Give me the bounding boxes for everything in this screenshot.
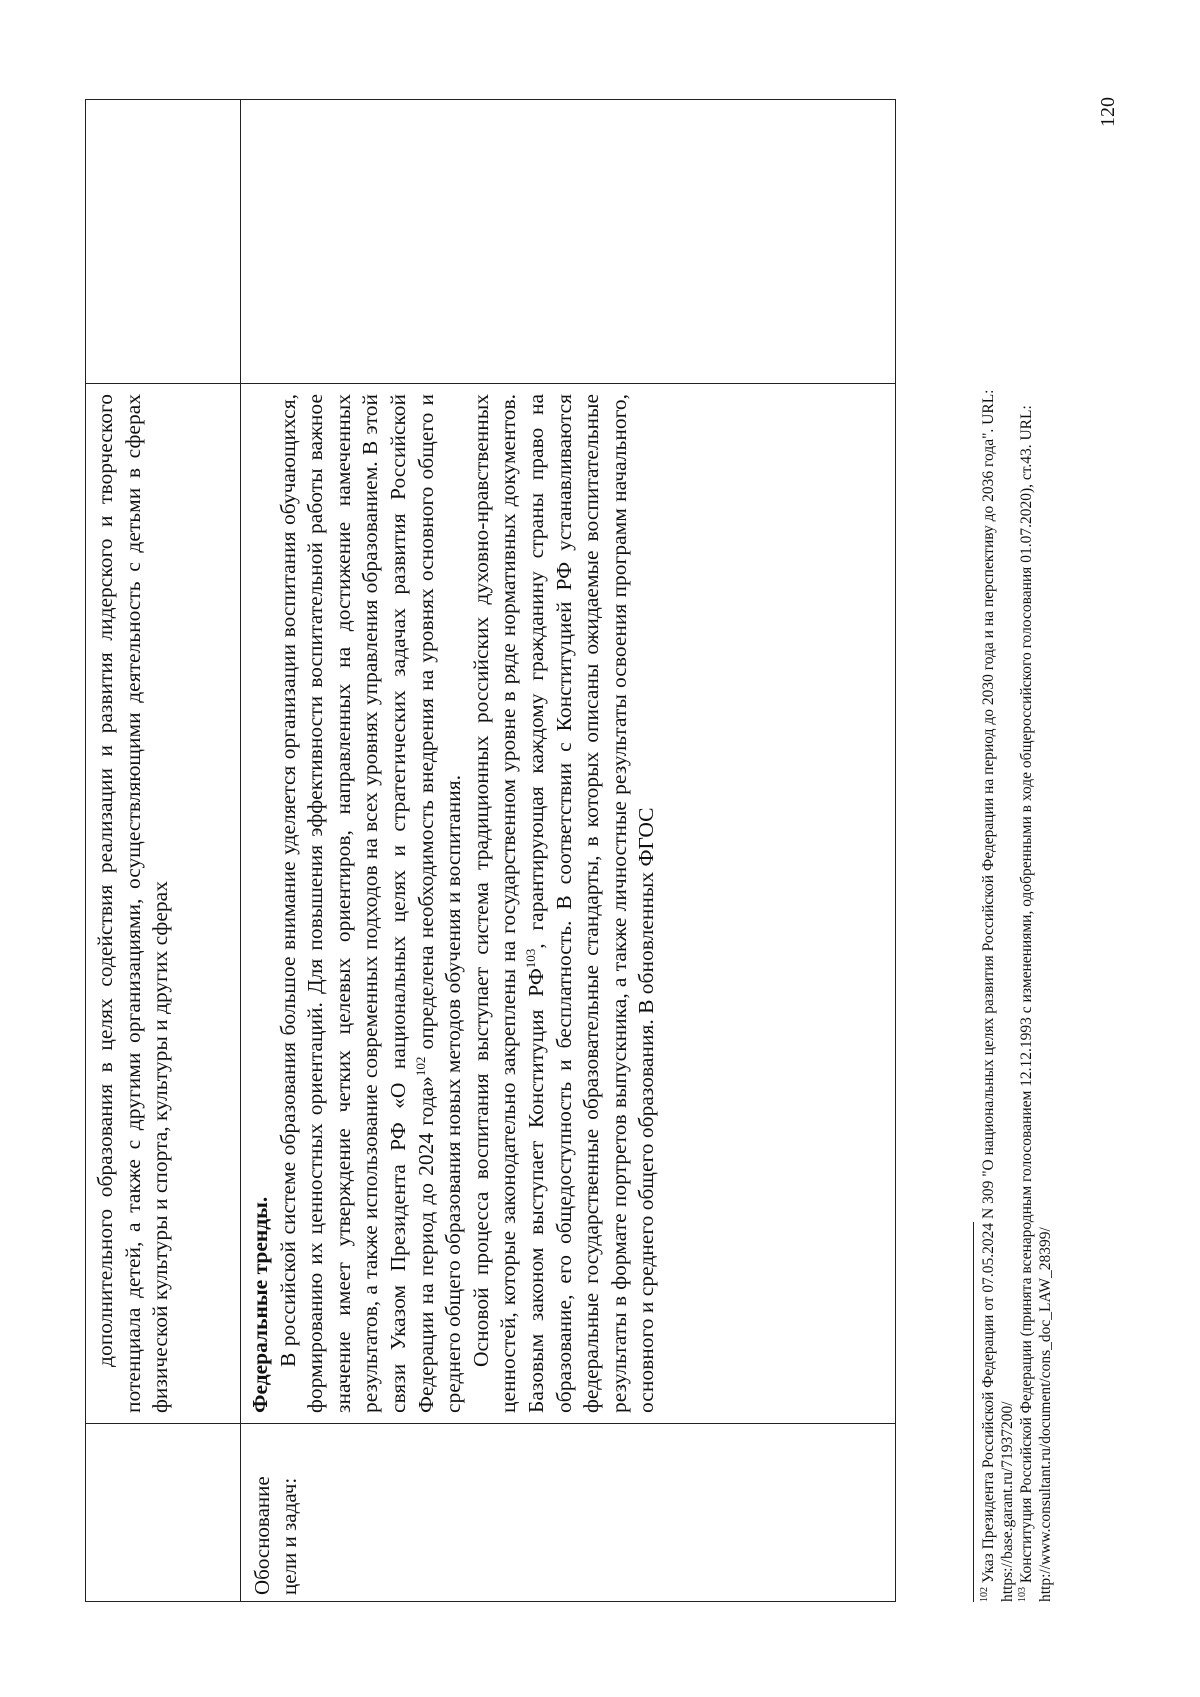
table-cell-empty xyxy=(86,100,241,384)
footnotes xyxy=(979,242,1055,1602)
footnote-ref[interactable]: 102 xyxy=(412,1056,428,1077)
continuation-paragraph: дополнительного образования в целях содействия реализации и развития лидерского и творческого потенциала детей, а также с другими организациями, осуществляющими деятельность с детьми в сферах физической культуры и спорта, культуры и других сферах xyxy=(93,394,173,1413)
section-heading: Федеральные тренды. xyxy=(248,1196,272,1413)
row-label: Обоснование цели и задач: xyxy=(250,1476,301,1595)
table-cell-empty xyxy=(241,100,896,384)
table-cell-label xyxy=(241,1424,896,1602)
footnote-divider xyxy=(973,1222,974,1602)
footnote-item: $^{103}$ Конституция Российской Федерации (принята всенародным голосованием 12.12.1993 с изменениями, одобренными в ходе общероссийского голосования 01.07.2020), ст.43. URL: http://www.consultant.ru/document/cons_doc_LAW_28399/ xyxy=(1016,405,1054,1602)
footnote-ref[interactable]: 103 xyxy=(522,948,538,969)
table-row xyxy=(86,100,241,1602)
page-number: 120 xyxy=(1097,97,1119,127)
table-cell-empty xyxy=(86,1424,241,1602)
table-cell-text xyxy=(241,384,896,1424)
paragraph-federal-trends: В российской системе образования большое внимание уделяется организации воспитания обучающихся, формированию их ценностных ориентаций. Для повышения эффективности воспитательной работы важное значение имеет утверждение четких целевых ориентиров, направленных на достижение намеченных результатов, а также использование современных подходов на всех уровнях управления образованием. В этой связи Указом Президента РФ «О национальных целях и стратегических задачах развития Российской Федерации на период до 2024 года»$^{102}$ определена необходимость внедрения на уровнях основного общего и среднего общего образования новых методов обучения и воспитания. xyxy=(275,394,466,1413)
footnote-item: $^{102}$ Указ Президента Российской Федерации от 07.05.2024 N 309 "О национальных целях развития Российской Федерации на период до 2030 года и на перспективу до 2036 года". URL: https://base.garant.ru/71937200/ xyxy=(978,389,1016,1602)
plan-table xyxy=(85,99,896,1602)
table-cell-text xyxy=(86,384,241,1424)
table-row xyxy=(241,100,896,1602)
paragraph-values: Основой процесса воспитания выступает система традиционных российских духовно-нравственных ценностей, которые законодательно закреплены на государственном уровне в ряде нормативных документов. Базовым законом выступает Конституция РФ$^{103}$, гарантирующая каждому гражданину страны право на образование, его общедоступность и бесплатность. В соответствии с Конституцией РФ устанавливаются федеральные государственные образовательные стандарты, в которых описаны ожидаемые воспитательные результаты в формате портретов выпускника, а также личностные результаты освоения программ начального, основного и среднего общего образования. В обновленных ФГОС xyxy=(468,394,659,1413)
